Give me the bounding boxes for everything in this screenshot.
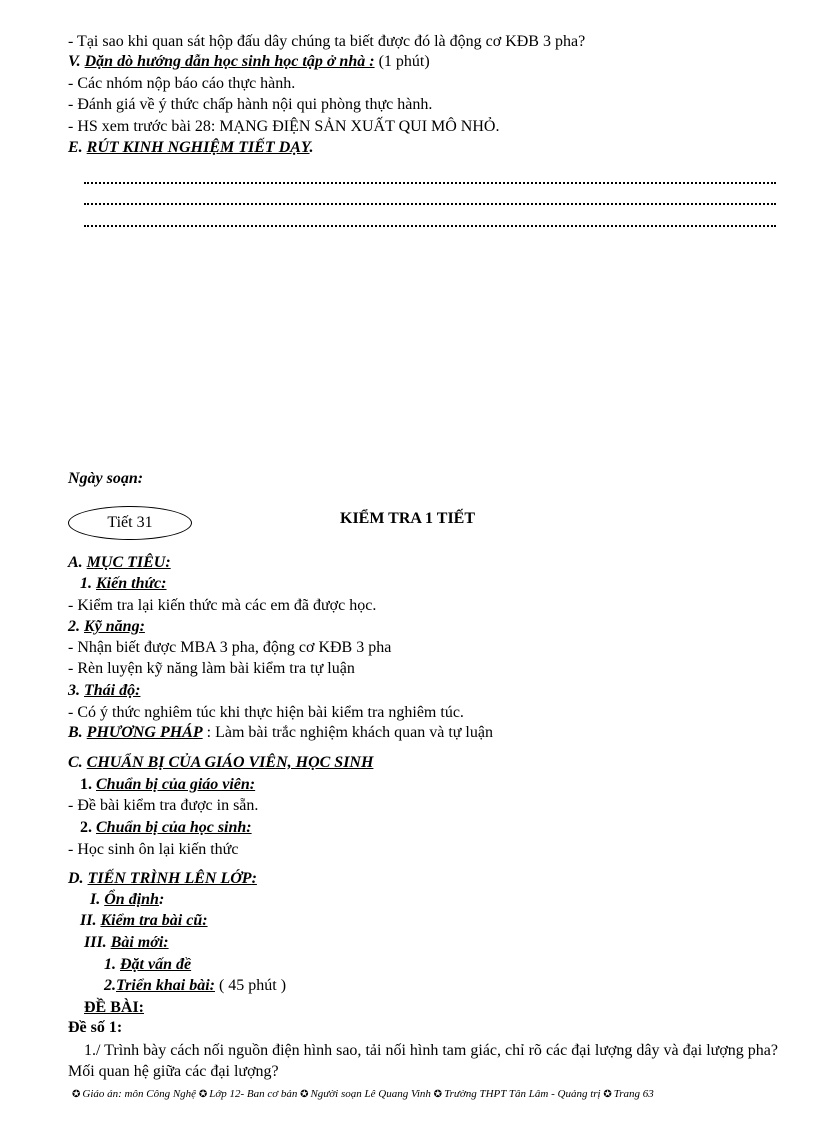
period-label: Tiết 31 — [107, 514, 153, 531]
section-d2-heading: Kiểm tra bài cũ: — [100, 912, 208, 929]
section-b — [68, 723, 493, 743]
exam-number: Đề số 1: — [68, 1019, 123, 1036]
section-a1 — [80, 574, 166, 594]
section-d3b — [104, 976, 286, 996]
section-c2 — [80, 818, 252, 838]
section-a2-heading: Kỹ năng: — [84, 618, 145, 635]
dotted-line — [84, 223, 776, 227]
section-c1-heading: Chuẩn bị của giáo viên: — [96, 776, 256, 793]
section-d1 — [90, 890, 164, 910]
section-e-suffix: . — [309, 139, 314, 156]
section-a1-heading: Kiến thức: — [96, 575, 167, 592]
section-c-heading: CHUẨN BỊ CỦA GIÁO VIÊN, HỌC SINH — [86, 754, 374, 771]
section-a2 — [68, 617, 145, 637]
question-1: 1./ Trình bày cách nối nguồn điện hình sao, tải nối hình tam giác, chỉ rõ các đại lượng dây và đại lượng pha? Mối quan hệ giữa các đại lượng? — [68, 1042, 778, 1080]
section-d3-prefix: III. — [84, 934, 111, 951]
section-d — [68, 869, 257, 889]
section-d1-heading: Ổn định — [104, 891, 159, 908]
section-d3a — [104, 955, 191, 975]
section-e — [68, 138, 314, 158]
section-v-prefix: V. — [68, 53, 85, 70]
bullet-icon: ✪ — [72, 1089, 81, 1100]
bullet-icon: ✪ — [300, 1089, 309, 1100]
dotted-line — [84, 180, 776, 184]
dotted-line — [84, 201, 776, 205]
section-c1-text: - Đề bài kiểm tra được in sẵn. — [68, 797, 259, 814]
footer-part: Người soạn Lê Quang Vinh — [310, 1088, 431, 1100]
section-d3b-time: ( 45 phút ) — [214, 977, 287, 994]
list-item: - HS xem trước bài 28: MẠNG ĐIỆN SẢN XUẤT QUI MÔ NHỎ. — [68, 118, 500, 135]
bullet-icon: ✪ — [433, 1089, 443, 1100]
section-d3-heading: Bài mới: — [110, 934, 169, 951]
page-title: KIỂM TRA 1 TIẾT — [340, 510, 476, 527]
section-a3-prefix: 3. — [68, 682, 84, 699]
section-d3 — [84, 933, 169, 953]
section-c2-heading: Chuẩn bị của học sinh: — [96, 819, 252, 836]
question-line: - Tại sao khi quan sát hộp đấu dây chúng ta biết được đó là động cơ KĐB 3 pha? — [68, 33, 586, 50]
section-d3b-prefix: 2. — [104, 977, 116, 994]
section-a1-prefix: 1. — [80, 575, 96, 592]
section-d1-prefix: I. — [90, 891, 105, 908]
section-d3a-prefix: 1. — [104, 956, 120, 973]
section-e-prefix: E. — [68, 139, 87, 156]
section-c-prefix: C. — [68, 754, 87, 771]
section-b-prefix: B. — [68, 724, 87, 741]
bullet-icon: ✪ — [198, 1089, 208, 1100]
section-a-heading: MỤC TIÊU: — [86, 554, 171, 571]
footer-page: Trang 63 — [613, 1088, 654, 1100]
section-d-heading: TIẾN TRÌNH LÊN LỚP — [87, 870, 252, 887]
section-d3b-heading: Triển khai bài: — [116, 977, 215, 994]
section-a — [68, 553, 171, 573]
period-oval — [68, 506, 192, 540]
section-a1-text: - Kiểm tra lại kiến thức mà các em đã được học. — [68, 597, 377, 614]
section-d2-prefix: II. — [80, 912, 101, 929]
section-v-heading: Dặn dò hướng dẫn học sinh học tập ở nhà : — [84, 53, 375, 70]
section-a3-heading: Thái độ: — [84, 682, 141, 699]
section-d1-suffix: : — [158, 891, 165, 908]
section-b-heading: PHƯƠNG PHÁP — [86, 724, 203, 741]
section-a-prefix: A. — [68, 554, 87, 571]
footer-part: Giáo án: môn Công Nghệ — [82, 1088, 197, 1100]
footer-part: Trường THPT Tân Lâm - Quảng trị — [444, 1088, 601, 1100]
section-c — [68, 753, 373, 773]
exam-heading: ĐỀ BÀI: — [84, 999, 145, 1016]
section-e-heading: RÚT KINH NGHIỆM TIẾT DẠY — [86, 139, 310, 156]
section-c1-prefix: 1. — [80, 776, 96, 793]
list-item: - Các nhóm nộp báo cáo thực hành. — [68, 75, 296, 92]
date-label: Ngày soạn: — [68, 470, 144, 487]
list-item: - Rèn luyện kỹ năng làm bài kiểm tra tự luận — [68, 660, 355, 677]
section-a2-prefix: 2. — [68, 618, 84, 635]
list-item: - Nhận biết được MBA 3 pha, động cơ KĐB 3 pha — [68, 639, 392, 656]
section-d-prefix: D. — [68, 870, 88, 887]
section-b-text: : Làm bài trắc nghiệm khách quan và tự luận — [202, 724, 493, 741]
section-d-suffix: : — [251, 870, 257, 887]
section-c1 — [80, 775, 255, 795]
section-c2-text: - Học sinh ôn lại kiến thức — [68, 841, 239, 858]
section-a3 — [68, 681, 140, 701]
section-c2-prefix: 2. — [80, 819, 96, 836]
bullet-icon: ✪ — [603, 1089, 612, 1100]
footer-part: Lớp 12- Ban cơ bản — [209, 1088, 298, 1100]
footer — [72, 1088, 654, 1100]
section-d3a-heading: Đặt vấn đề — [120, 956, 192, 973]
section-v — [68, 52, 430, 72]
section-d2 — [80, 911, 208, 931]
section-v-time: (1 phút) — [374, 53, 430, 70]
list-item: - Đánh giá về ý thức chấp hành nội qui phòng thực hành. — [68, 96, 433, 113]
section-a3-text: - Có ý thức nghiêm túc khi thực hiện bài kiểm tra nghiêm túc. — [68, 704, 464, 721]
